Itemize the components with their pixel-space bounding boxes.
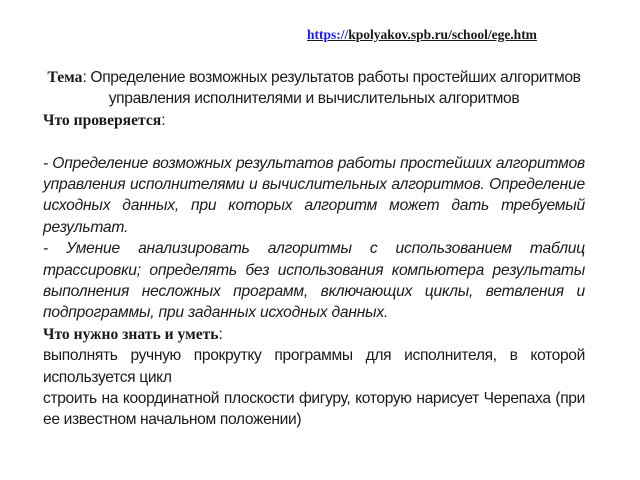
document-body — [43, 67, 585, 431]
skills-heading — [43, 324, 585, 345]
skills-heading-text: Что нужно знать и уметь — [43, 325, 219, 343]
checked-heading-text: Что проверяется — [43, 111, 162, 129]
topic-paragraph — [43, 67, 585, 110]
link-scheme[interactable]: https:// — [307, 27, 349, 42]
link-path[interactable]: kpolyakov.spb.ru/school/ege.htm — [348, 27, 537, 42]
checked-heading — [43, 110, 585, 131]
checked-item: - Умение анализировать алгоритмы с использованием таблиц трассировки; определять без использования компьютера результаты выполнения несложных программ, включающих циклы, ветвления и подпрограммы, при заданных исходных данных. — [43, 240, 585, 322]
topic-label: Тема — [47, 69, 83, 86]
source-link[interactable] — [307, 27, 537, 43]
topic-text: Определение возможных результатов работы простейших алгоритмов управления исполнителями и вычислительных алгоритмов — [86, 69, 581, 108]
spacer — [43, 131, 585, 152]
skills-item: строить на координатной плоскости фигуру, которую нарисует Черепаха (при ее известном начальном положении) — [43, 390, 585, 429]
skills-item: выполнять ручную прокрутку программы для исполнителя, в которой используется цикл — [43, 347, 585, 386]
skills-heading-colon: : — [218, 325, 223, 343]
checked-heading-colon: : — [161, 111, 166, 129]
topic-colon: : — [82, 69, 87, 86]
checked-item: - Определение возможных результатов работы простейших алгоритмов управления исполнителями и вычислительных алгоритмов. Определение исходных данных, при которых алгоритм может дать требуемый результат. — [43, 154, 585, 236]
